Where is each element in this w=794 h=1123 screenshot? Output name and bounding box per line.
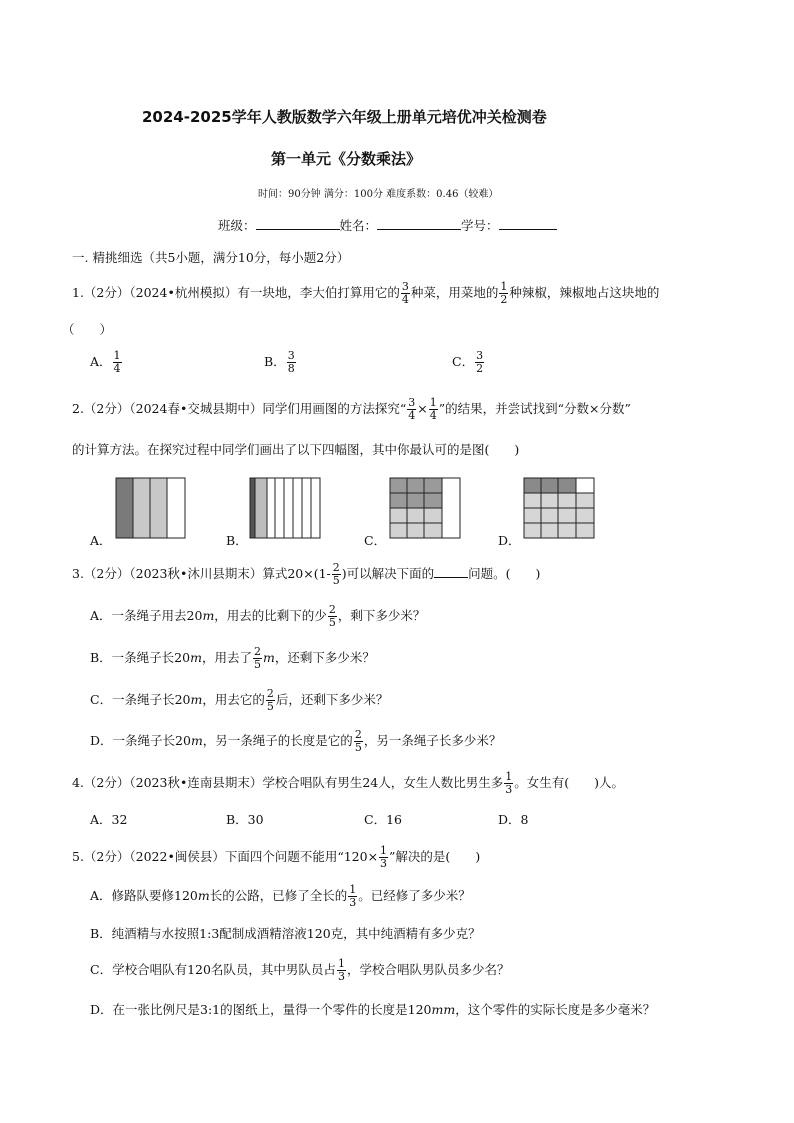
figure-label-d: D． [498, 533, 521, 548]
q4-option-d[interactable]: D．8 [498, 812, 529, 827]
q3-option-d[interactable]: D．一条绳子长20m，另一条绳子的长度是它的 $\frac{2}{5}$ ，另一条绳子长多少米？ [90, 728, 502, 754]
id-blank[interactable] [499, 229, 557, 230]
q4-option-a[interactable]: A．32 [90, 812, 128, 827]
page-title: 2024-2025学年人教版数学六年级上册单元培优冲关检测卷 [142, 108, 547, 126]
q3-option-a[interactable]: A．一条绳子用去20m，用去的比剩下的少 $\frac{2}{5}$ ，剩下多少米？ [90, 603, 426, 629]
fraction: $\frac{1}{2}$ [500, 280, 508, 306]
class-label: 班级： [218, 218, 256, 233]
figure-d[interactable] [524, 478, 594, 538]
question-2: 2.（2分）（2024春•交城县期中）同学们用画图的方法探究“ $\frac{3}{4}$ × $\frac{1}{4}$ ”的结果，并尝试找到“分数×分数” [72, 396, 631, 422]
fraction: $\frac{3}{4}$ [401, 280, 409, 306]
section-heading: 一. 精挑细选（共5小题，满分10分，每小题2分） [72, 250, 350, 265]
figure-c[interactable] [390, 478, 460, 538]
figure-label-c: C． [364, 533, 387, 548]
exam-info: 时间：90分钟 满分：100分 难度系数：0.46（较难） [258, 189, 499, 200]
name-blank[interactable] [377, 229, 461, 230]
q4-option-b[interactable]: B．30 [226, 812, 264, 827]
answer-blank[interactable] [434, 577, 468, 578]
q4-option-c[interactable]: C．16 [364, 812, 402, 827]
q3-option-c[interactable]: C．一条绳子长20m，用去它的 $\frac{2}{5}$ 后，还剩下多少米？ [90, 687, 389, 713]
figure-label-b: B． [226, 533, 248, 548]
question-5: 5.（2分）（2022•闽侯县）下面四个问题不能用“120× $\frac{1}{3}$ ”解决的是( ) [72, 844, 481, 870]
figure-a[interactable] [116, 478, 185, 538]
q5-option-d[interactable]: D．在一张比例尺是3:1的图纸上，量得一个零件的长度是120mm，这个零件的实际长度是多少毫米？ [90, 1002, 656, 1017]
q1-option-b[interactable]: B． $\frac{3}{8}$ [264, 349, 295, 375]
q5-option-c[interactable]: C．学校合唱队有120名队员，其中男队员占 $\frac{1}{3}$ ，学校合唱队男队员多少名？ [90, 957, 510, 983]
q5-option-a[interactable]: A．修路队要修120m长的公路，已修了全长的 $\frac{1}{3}$ 。已经修了多少米？ [90, 883, 471, 909]
class-blank[interactable] [256, 229, 340, 230]
id-label: 学号： [461, 218, 499, 233]
q1-option-c[interactable]: C． $\frac{3}{2}$ [452, 349, 484, 375]
question-1: 1.（2分）（2024•杭州模拟）有一块地，李大伯打算用它的 $\frac{3}{4}$ 种菜，用菜地的 $\frac{1}{2}$ 种辣椒，辣椒地占这块地的 [72, 280, 660, 306]
question-2-line2: 的计算方法。在探究过程中同学们画出了以下四幅图，其中你最认可的是图( ) [72, 442, 520, 457]
answer-paren: （ ） [62, 322, 113, 337]
q1-option-a[interactable]: A． $\frac{1}{4}$ [90, 349, 121, 375]
question-4: 4.（2分）（2023秋•连南县期末）学校合唱队有男生24人，女生人数比男生多 $\frac{1}{3}$ 。女生有( )人。 [72, 770, 624, 796]
q5-option-b[interactable]: B．纯酒精与水按照1:3配制成酒精溶液120克，其中纯酒精有多少克？ [90, 926, 481, 941]
q3-option-b[interactable]: B．一条绳子长20m，用去了 $\frac{2}{5}$ m，还剩下多少米？ [90, 645, 375, 671]
unit-subtitle: 第一单元《分数乘法》 [271, 150, 422, 168]
student-info-line [218, 216, 557, 234]
q2-figures [86, 470, 706, 550]
question-3: 3.（2分）（2023秋•沐川县期末）算式20×(1- $\frac{2}{5}$ )可以解决下面的 问题。( ) [72, 561, 541, 587]
figure-b[interactable] [250, 478, 320, 538]
figure-label-a: A． [90, 533, 112, 548]
name-label: 姓名： [339, 218, 378, 233]
